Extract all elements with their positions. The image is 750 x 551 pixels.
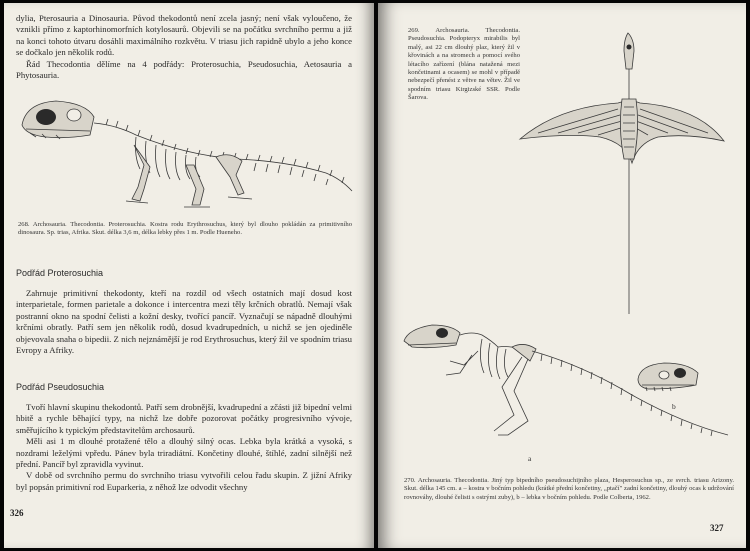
erythrosuchus-skeleton-illustration (16, 95, 356, 215)
page-number-right: 327 (710, 523, 724, 533)
heading-pseudosuchia: Podřád Pseudosuchia (16, 382, 105, 392)
hesperosuchus-skull-illustration (636, 359, 700, 397)
paragraph-4: Tvoří hlavní skupinu thekodontů. Patří sem drobnější, kvadrupední a zčásti již bipední velmi hbitě a rychle běhající typy, na nichž lze dobře pozorovat počátky progresivního vývoje, směřujícího k typickým představitelům archosaurů. (16, 402, 352, 435)
right-page (378, 3, 746, 548)
paragraph-6: V době od svrchního permu do svrchního triasu vytvořili celou řadu skupin. Z jižní Afriky byl popsán primitivní rod Euparkeria, z něhož lze odvodit všechny (16, 470, 352, 492)
paragraph-5: Měli asi 1 m dlouhé protažené tělo a dlouhý silný ocas. Lebka byla krátká a vysoká, s nozdrami leželými vpředu. Pánev byla triradiátní. Končetiny dlouhé, štíhlé, zadní silnější než přední. Pancíř byl zpravidla vyvinut. (16, 436, 352, 470)
paragraph-1: dylia, Pterosauria a Dinosauria. Původ thekodontů není zcela jasný; není však vyloučeno, že vznikli přímo z kaptorhinomorfních kotylosaurů. Objevili se na počátku svrchního permu a již na konci tohoto útvaru dosáhli maximálního rozkvětu. V triasu jich rapidně ubylo a jeho konce se dočkalo jen několik rodů. (16, 13, 352, 58)
label-a: a (528, 454, 532, 463)
caption-269: 269. Archosauria. Thecodontia. Pseudosuchia. Podopteryx mirabilis byl malý, asi 22 cm dlouhý plaz, který žil v křovinách a na stromech a pomocí svého létacího zařízení (blána natažená mezi končetinami a ocasem) se mohl v případě nebezpečí přenést z větve na větev. Žil ve spodním triasu Kirgizské SSR. Podle Šarova. (408, 27, 520, 102)
left-text-block-top (16, 13, 352, 81)
podopteryx-illustration (518, 29, 728, 319)
heading-proterosuchia: Podřád Proterosuchia (16, 268, 104, 278)
paragraph-2: Řád Thecodontia dělíme na 4 podřády: Proterosuchia, Pseudosuchia, Aetosauria a Phytosauria. (16, 58, 352, 81)
caption-268: 268. Archosauria. Thecodontia. Proterosuchia. Kostra rodu Erythrosuchus, který byl dlouho pokládán za primitivního dinosaura. Sp. trias, Afrika. Skut. délka 3,6 m, délka lebky přes 1 m. Podle Hueneho. (18, 221, 352, 237)
caption-270: 270. Archosauria. Thecodontia. Jiný typ bipedního pseudosuchijního plaza, Hesperosuchus sp., ze svrch. triasu Arizony. Skut. délka 145 cm. a – kostra v bočním pohledu (krátké přední končetiny, „ptačí" zadní končetiny, dlouhý ocas k udržování rovnováhy, dlouhé čelisti s ostrými zuby), b – lebka v bočním pohledu. Podle Colberta, 1962. (404, 477, 734, 501)
left-text-block-bottom (16, 402, 352, 493)
left-page (4, 3, 374, 548)
label-b: b (672, 402, 676, 411)
left-text-block-middle (16, 288, 352, 356)
page-number-left: 326 (10, 508, 24, 518)
paragraph-3: Zahrnuje primitivní thekodonty, kteří na rozdíl od všech ostatních mají dosud kost interparietale, formen parietale a dokonce i intercentra mezi těly krčních obratlů. Nemají však postranní okno na spodní čelisti a kožní desky, tvořící pancíř. Vyznačují se nápadně dlouhými krčními obratly. Patří sem jen několik rodů, dosud kvadrupedních, u nichž se jen ojediněle objevovala snaha o bipedii. Z nich nejznámější je rod Erythrosuchus, který žil ve spodním triasu Evropy a Afriky. (16, 288, 352, 356)
